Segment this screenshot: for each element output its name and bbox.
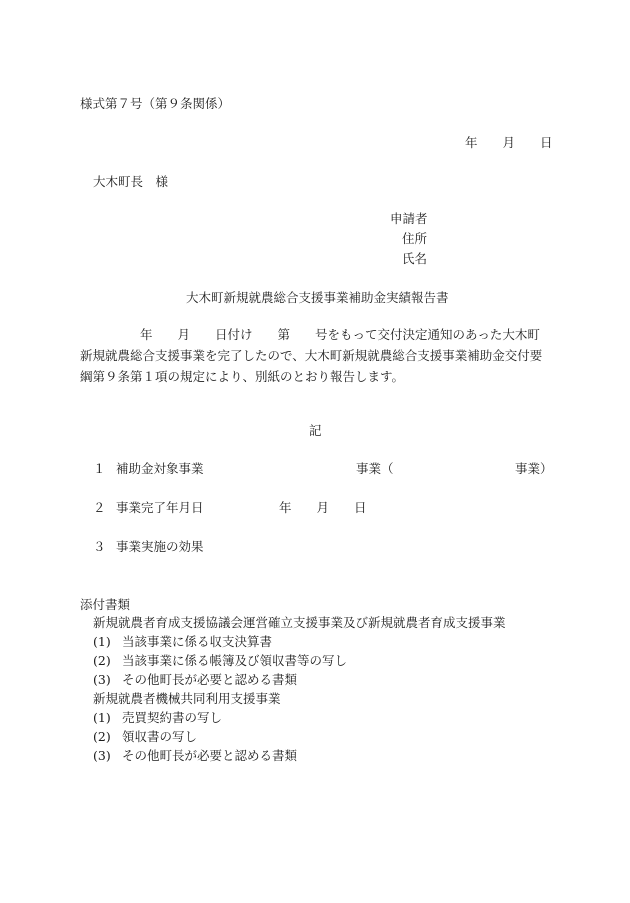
attachment-1-1-number: (1) (93, 634, 111, 649)
attachment-group-2-title: 新規就農者機械共同利用支援事業 (93, 691, 281, 706)
ki-heading: 記 (309, 423, 322, 438)
attachment-1-3-number: (3) (93, 672, 111, 687)
attachment-1-2-text: 当該事業に係る帳簿及び領収書等の写し (122, 653, 348, 668)
item-1-number: １ (93, 461, 106, 476)
attachment-2-2-number: (2) (93, 729, 111, 744)
addressee: 大木町長 様 (93, 174, 169, 189)
applicant-name-label: 氏名 (402, 251, 428, 266)
attachment-2-3-text: その他町長が必要と認める書類 (122, 748, 298, 763)
item-1-value-suffix: 事業） (515, 461, 553, 476)
item-3-number: ３ (93, 539, 106, 554)
attachment-1-3-text: その他町長が必要と認める書類 (122, 672, 298, 687)
form-number: 様式第７号（第９条関係） (80, 96, 231, 111)
body-paragraph (80, 324, 550, 387)
attachments-heading: 添付書類 (80, 597, 131, 612)
item-2-number: ２ (93, 500, 106, 515)
item-1-label: 補助金対象事業 (116, 461, 204, 476)
item-2-label: 事業完了年月日 (116, 500, 204, 515)
attachment-2-3-number: (3) (93, 748, 111, 763)
attachment-1-2-number: (2) (93, 653, 111, 668)
attachment-2-1-number: (1) (93, 710, 111, 725)
attachment-2-2-text: 領収書の写し (122, 729, 198, 744)
item-2-value: 年 月 日 (279, 500, 367, 515)
body-text: 年 月 日付け 第 号をもって交付決定通知のあった大木町新規就農総合支援事業を完了したので、大木町新規就農総合支援事業補助金交付要綱第９条第１項の規定により、別紙のとおり報告します。 (80, 327, 543, 384)
applicant-label: 申請者 (390, 211, 428, 226)
attachment-1-1-text: 当該事業に係る収支決算書 (122, 634, 273, 649)
attachment-group-1-title: 新規就農者育成支援協議会運営確立支援事業及び新規就農者育成支援事業 (93, 615, 506, 630)
applicant-address-label: 住所 (402, 231, 428, 246)
submission-date: 年 月 日 (465, 135, 553, 150)
document-title: 大木町新規就農総合支援事業補助金実績報告書 (186, 290, 449, 305)
attachment-2-1-text: 売買契約書の写し (122, 710, 223, 725)
item-1-value-prefix: 事業（ (356, 461, 394, 476)
item-3-label: 事業実施の効果 (116, 539, 204, 554)
